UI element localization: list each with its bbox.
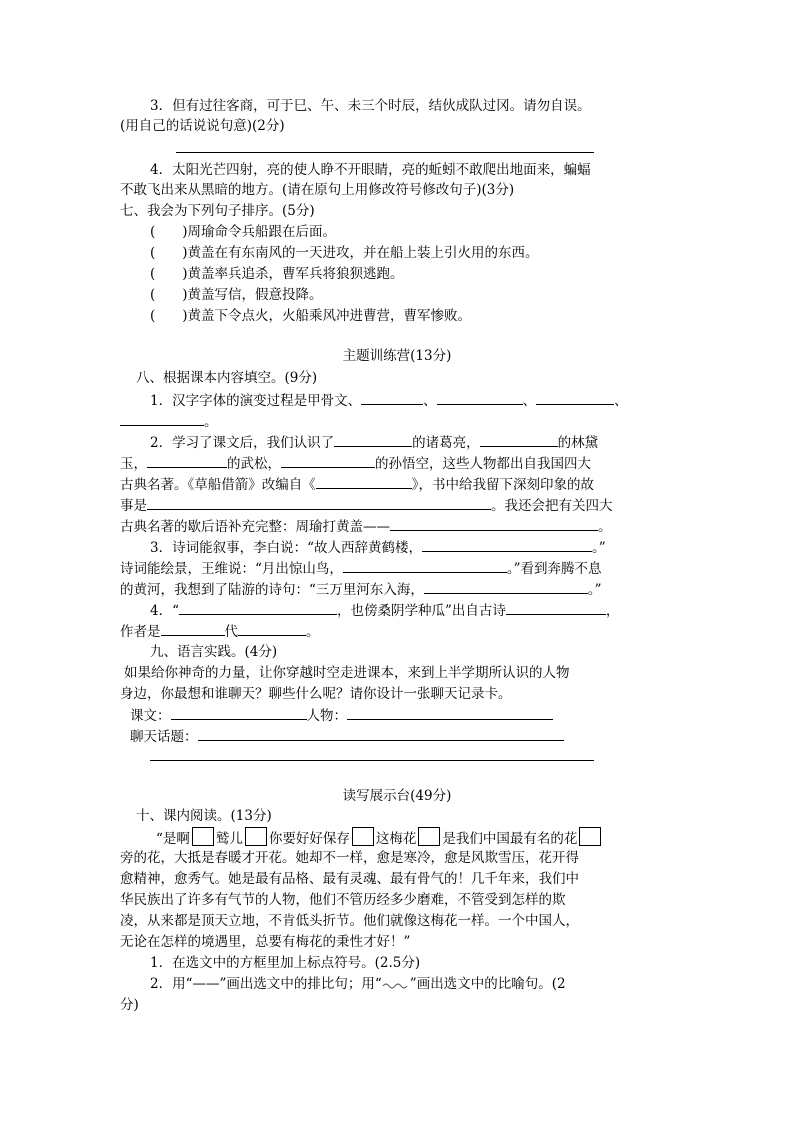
q3-answer-line[interactable]: [176, 152, 594, 153]
text: 的黄河，我想到了陆游的诗句：“三万里河东入海，: [120, 582, 424, 598]
text: 。”看到奔腾不息: [506, 561, 602, 577]
blank[interactable]: [147, 453, 227, 468]
blank[interactable]: [506, 600, 606, 615]
q4-line2: 不敢飞出来从黑暗的地方。(请在原句上用修改符号修改句子)(3分): [120, 182, 515, 198]
blank[interactable]: [316, 474, 412, 489]
sec10-q1: 1．在选文中的方框里加上标点符号。(2.5分): [150, 955, 421, 971]
blank[interactable]: [179, 600, 337, 615]
text: 的武松，: [227, 456, 281, 472]
topic-label: 聊天话题：: [130, 729, 198, 745]
blank[interactable]: [437, 390, 523, 405]
text: 作者是: [120, 624, 161, 640]
blank[interactable]: [161, 621, 225, 636]
text: 。”: [592, 540, 606, 556]
text: 的诸葛亮，: [412, 435, 480, 451]
sep: 、: [423, 393, 437, 409]
sec7-item-1[interactable]: ( )周瑜命令兵船跟在后面。: [150, 224, 337, 240]
q3-line2: (用自己的话说说句意)(2分): [120, 118, 285, 134]
sec7-item-3[interactable]: ( )黄盖率兵追杀，曹军兵将狼狈逃跑。: [150, 266, 404, 282]
text: “是啊: [156, 831, 190, 847]
sec7-item-5[interactable]: ( )黄盖下令点火，火船乘风冲进曹营，曹军惨败。: [150, 308, 472, 324]
blank[interactable]: [120, 411, 204, 426]
sep: 、: [614, 393, 628, 409]
sec8-q2-line3: [120, 474, 676, 495]
lesson-label: 课文：: [130, 708, 171, 724]
text: 的林黛: [557, 435, 599, 451]
text: ，: [605, 603, 620, 619]
lesson-input[interactable]: [171, 705, 307, 720]
reading-stage-heading: 读写展示台(49分): [342, 788, 452, 804]
punct-box-4[interactable]: [418, 827, 440, 846]
sec8-q2-line2: [120, 453, 676, 474]
sec9-title: 九、语言实践。(4分): [150, 644, 278, 660]
text: 是我们中国最有名的花: [442, 831, 578, 847]
text: 鹫儿: [215, 831, 243, 847]
blank[interactable]: [238, 621, 306, 636]
text: 2．用“——”画出选文中的排比句；用“: [150, 976, 382, 992]
end: 。: [204, 414, 218, 430]
person-input[interactable]: [347, 705, 553, 720]
topic-extra-line[interactable]: [150, 760, 594, 761]
text: 这梅花: [375, 831, 417, 847]
blank[interactable]: [361, 390, 423, 405]
text: 2．学习了课文后，我们认识了: [150, 435, 335, 451]
blank[interactable]: [334, 432, 412, 447]
topic-input[interactable]: [198, 726, 564, 741]
sec7-item-4[interactable]: ( )黄盖写信，假意投降。: [150, 287, 323, 303]
sec10-q2-cont: 分): [120, 997, 139, 1013]
sec8-q2-line5: [120, 516, 676, 537]
sec8-title: 八、根据课本内容填空。(9分): [136, 370, 318, 386]
wavy-line-icon: [382, 980, 410, 990]
text: 事是: [120, 498, 147, 514]
blank[interactable]: [480, 432, 558, 447]
sec8-q4-line1: [150, 600, 676, 621]
text: 诗词能绘景，王维说：“月出惊山鸟，: [120, 561, 343, 577]
text: 4．“: [150, 603, 179, 619]
sec8-q1-text: 1．汉字字体的演变过程是甲骨文、: [150, 393, 362, 409]
theme-camp-heading: 主题训练营(13分): [342, 348, 452, 364]
sec10-line1: [156, 827, 682, 849]
text: 。: [598, 519, 612, 535]
sep: 、: [522, 393, 537, 409]
text: 3．诗词能叙事，李白说：“故人西辞黄鹤楼，: [150, 540, 422, 556]
blank[interactable]: [281, 453, 375, 468]
q3-line1: 3．但有过往客商，可于巳、午、未三个时辰，结伙成队过冈。请勿自误。: [150, 98, 591, 114]
blank[interactable]: [390, 516, 598, 531]
punct-box-3[interactable]: [352, 827, 374, 846]
sec7-title: 七、我会为下列句子排序。(5分): [120, 203, 315, 219]
sec8-q1-cont: [120, 411, 676, 432]
sec9-topic-row: [130, 726, 686, 747]
text: 。: [306, 624, 320, 640]
text: 你要好好保存: [268, 831, 350, 847]
sec8-q1: [150, 390, 676, 411]
sec8-q2-line4: [120, 495, 676, 516]
text: 。”: [587, 582, 602, 598]
person-label: 人物：: [306, 708, 347, 724]
sec10-q2: [150, 974, 676, 994]
blank[interactable]: [424, 579, 588, 594]
sec10-line6: 无论在怎样的境遇里，总要有梅花的秉性才好！”: [120, 934, 411, 950]
text: 》，书中给我留下深刻印象的故: [411, 477, 594, 493]
blank[interactable]: [536, 390, 614, 405]
text: 。我还会把有关四大: [491, 498, 613, 514]
sec8-q3-line3: [120, 579, 676, 600]
blank[interactable]: [147, 495, 491, 510]
q4-line1: 4．太阳光芒四射，亮的使人睁不开眼睛，亮的蚯蚓不敢爬出地面来，蝙蝠: [150, 162, 591, 178]
text: ”画出选文中的比喻句。(2: [409, 976, 566, 992]
sec9-p2: 身边，你最想和谁聊天？聊些什么呢？请你设计一张聊天记录卡。: [120, 686, 512, 702]
sec8-q3-line2: [120, 558, 676, 579]
sec10-line2: 旁的花，大抵是春暖才开花。她却不一样，愈是寒冷，愈是风欺雪压，花开得: [120, 850, 579, 866]
sec9-p1: 如果给你神奇的力量，让你穿越时空走进课本，来到上半学期所认识的人物: [124, 665, 570, 681]
text: 玉，: [120, 456, 147, 472]
text: 的孙悟空，这些人物都出自我国四大: [375, 456, 591, 472]
sec8-q2-line1: [150, 432, 676, 453]
sec8-q3-line1: [150, 537, 676, 558]
sec10-line4: 华民族出了许多有气节的人物，他们不管历经多少磨难，不管受到怎样的欺: [120, 892, 566, 908]
punct-box-2[interactable]: [245, 827, 267, 846]
punct-box-1[interactable]: [192, 827, 214, 846]
blank[interactable]: [422, 537, 592, 552]
punct-box-5[interactable]: [579, 827, 601, 846]
blank[interactable]: [343, 558, 507, 573]
text: 古典名著。《草船借箭》改编自《: [120, 477, 316, 493]
sec7-item-2[interactable]: ( )黄盖在有东南风的一天进攻，并在船上装上引火用的东西。: [150, 245, 539, 261]
text: 古典名著的歇后语补充完整：周瑜打黄盖——: [120, 519, 390, 535]
sec10-line3: 愈精神，愈秀气。她是最有品格、最有灵魂、最有骨气的！几千年来，我们中: [120, 871, 579, 887]
sec10-title: 十、课内阅读。(13分): [136, 808, 272, 824]
sec9-lesson-row: [130, 705, 686, 726]
text: ，也傍桑阴学种瓜”出自古诗: [337, 603, 506, 619]
sec8-q4-line2: [120, 621, 676, 642]
text: 代: [224, 624, 238, 640]
sec10-line5: 凌，从来都是顶天立地，不肯低头折节。他们就像这梅花一样。一个中国人，: [120, 913, 579, 929]
